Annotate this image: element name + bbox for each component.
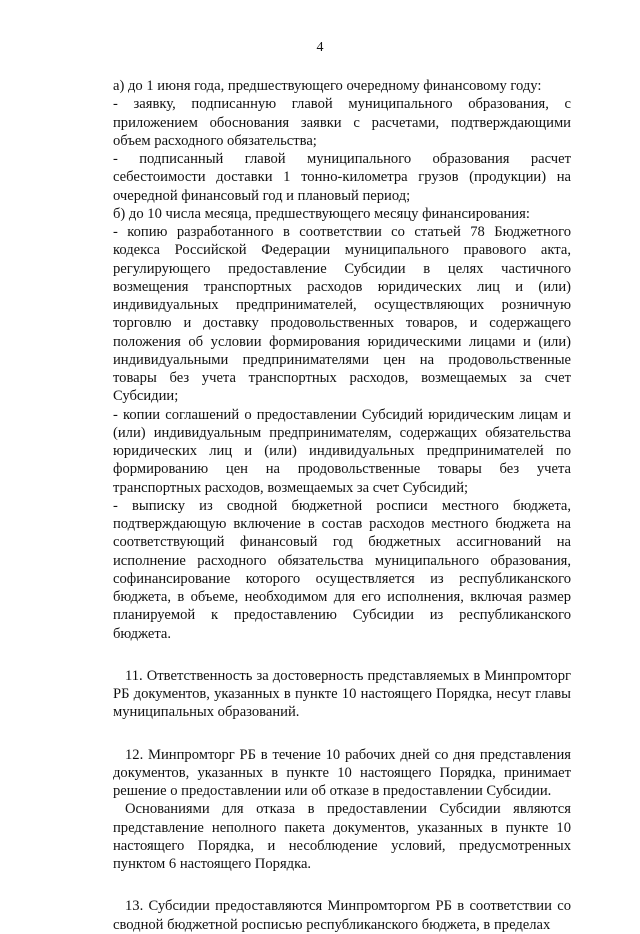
section-gap — [113, 643, 571, 667]
paragraph-11: 11. Ответственность за достоверность представляемых в Минпромторг РБ документов, указанных в пункте 10 настоящего Порядка, несут главы муниципальных образований. — [113, 667, 571, 721]
paragraph-a: а) до 1 июня года, предшествующего очередному финансовому году: — [113, 78, 542, 94]
paragraph-b-item-3: - выписку из сводной бюджетной росписи местного бюджета, подтверждающую включение в состав расходов местного бюджета на соответствующий финансовый год бюджетных ассигнований на исполнение расходного обязательства муниципального образования, софинансирование которого осуществляется из республиканского бюджета, в объеме, необходимом для его исполнения, включая размер планируемой к предоставлению Субсидии из республиканского бюджета. — [113, 497, 571, 642]
section-gap — [113, 873, 571, 897]
paragraph-a-item-1: - заявку, подписанную главой муниципального образования, с приложением обоснования заявки с расчетами, подтверждающими объем расходного обязательства; — [113, 96, 571, 149]
paragraph-a-item-2: - подписанный главой муниципального образования расчет себестоимости доставки 1 тонно-километра грузов (продукции) на очередной финансовый год и плановый период; — [113, 151, 571, 204]
paragraph-b-item-1: - копию разработанного в соответствии со статьей 78 Бюджетного кодекса Российской Федерации муниципального правового акта, регулирующего предоставление Субсидии в целях частичного возмещения транспортных расходов юридических лиц и (или) индивидуальных предпринимателей, осуществляющих розничную торговлю и доставку продовольственных товаров, и содержащего положения об условии формирования юридическими лицами и (или) индивидуальными предпринимателями цен на продовольственные товары без учета транспортных расходов, возмещаемых за счет Субсидии; — [113, 224, 571, 405]
paragraph-12-grounds: Основаниями для отказа в предоставлении Субсидии являются представление неполного пакета документов, указанных в пункте 10 настоящего Порядка, и несоблюдение условий, предусмотренных пунктом 6 настоящего Порядка. — [113, 801, 571, 872]
paragraph-b-item-2: - копии соглашений о предоставлении Субсидий юридическим лицам и (или) индивидуальным предпринимателям, содержащих обязательства юридических лиц и (или) индивидуальных предпринимателей по формированию цен на продовольственные товары без учета транспортных расходов, возмещаемых за счет Субсидий; — [113, 406, 571, 496]
section-gap — [113, 722, 571, 746]
paragraph-13: 13. Субсидии предоставляются Минпромторгом РБ в соответствии со сводной бюджетной росписью республиканского бюджета, в пределах — [113, 898, 571, 933]
paragraph-b: б) до 10 числа месяца, предшествующего месяцу финансирования: — [113, 205, 530, 222]
document-body — [113, 77, 571, 934]
paragraph-12: 12. Минпромторг РБ в течение 10 рабочих дней со дня представления документов, указанных в пункте 10 настоящего Порядка, принимает решение о предоставлении или об отказе в предоставлении Субсидии. — [113, 746, 571, 799]
page-number: 4 — [316, 40, 324, 55]
